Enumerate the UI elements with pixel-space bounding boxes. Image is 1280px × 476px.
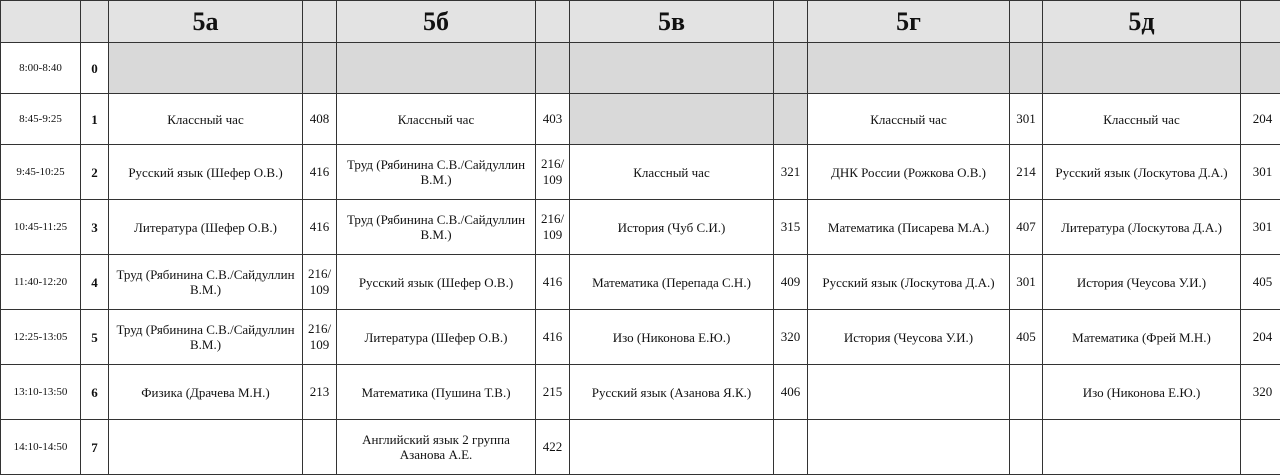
header-room-cell (1241, 1, 1280, 43)
lesson-time: 8:45-9:25 (1, 94, 81, 145)
lesson-room (774, 94, 808, 145)
lesson-room: 215 (536, 365, 570, 420)
lesson-subject: Математика (Пушина Т.В.) (337, 365, 536, 420)
schedule-row (1, 310, 1280, 365)
lesson-subject: Классный час (337, 94, 536, 145)
lesson-subject (109, 43, 303, 94)
lesson-subject (337, 43, 536, 94)
lesson-room: 214 (1010, 145, 1043, 200)
schedule-row (1, 365, 1280, 420)
schedule-row (1, 420, 1280, 475)
lesson-room: 409 (774, 255, 808, 310)
lesson-time: 11:40-12:20 (1, 255, 81, 310)
lesson-subject: История (Чеусова У.И.) (808, 310, 1010, 365)
class-header: 5а (109, 1, 303, 43)
lesson-room: 213 (303, 365, 337, 420)
lesson-time: 9:45-10:25 (1, 145, 81, 200)
lesson-room: 320 (1241, 365, 1280, 420)
lesson-subject: Классный час (1043, 94, 1241, 145)
header-room-cell (303, 1, 337, 43)
lesson-number: 2 (81, 145, 109, 200)
lesson-room: 416 (536, 310, 570, 365)
lesson-subject: Русский язык (Шефер О.В.) (109, 145, 303, 200)
lesson-subject: Труд (Рябинина С.В./Сайдуллин В.М.) (337, 145, 536, 200)
lesson-subject: Математика (Фрей М.Н.) (1043, 310, 1241, 365)
header-row (1, 1, 1280, 43)
lesson-room: 406 (774, 365, 808, 420)
schedule-row (1, 94, 1280, 145)
lesson-room: 321 (774, 145, 808, 200)
lesson-subject (808, 365, 1010, 420)
lesson-room: 416 (303, 145, 337, 200)
schedule-row (1, 145, 1280, 200)
lesson-room: 320 (774, 310, 808, 365)
lesson-room: 301 (1010, 255, 1043, 310)
lesson-subject (570, 94, 774, 145)
lesson-subject: Русский язык (Шефер О.В.) (337, 255, 536, 310)
class-header: 5в (570, 1, 774, 43)
class-header: 5г (808, 1, 1010, 43)
lesson-room: 315 (774, 200, 808, 255)
header-room-cell (774, 1, 808, 43)
lesson-subject: Труд (Рябинина С.В./Сайдуллин В.М.) (109, 310, 303, 365)
schedule-body (1, 43, 1280, 475)
lesson-room: 301 (1241, 200, 1280, 255)
lesson-subject: Русский язык (Лоскутова Д.А.) (808, 255, 1010, 310)
lesson-room: 416 (303, 200, 337, 255)
lesson-subject (570, 43, 774, 94)
lesson-room: 216/ 109 (536, 145, 570, 200)
lesson-subject: Литература (Шефер О.В.) (337, 310, 536, 365)
lesson-room: 422 (536, 420, 570, 475)
lesson-subject: Труд (Рябинина С.В./Сайдуллин В.М.) (337, 200, 536, 255)
lesson-room: 403 (536, 94, 570, 145)
lesson-subject: История (Чеусова У.И.) (1043, 255, 1241, 310)
lesson-subject: Русский язык (Лоскутова Д.А.) (1043, 145, 1241, 200)
lesson-room (774, 420, 808, 475)
lesson-subject: История (Чуб С.И.) (570, 200, 774, 255)
lesson-room: 408 (303, 94, 337, 145)
lesson-room (774, 43, 808, 94)
lesson-number: 3 (81, 200, 109, 255)
lesson-time: 14:10-14:50 (1, 420, 81, 475)
lesson-subject: Труд (Рябинина С.В./Сайдуллин В.М.) (109, 255, 303, 310)
lesson-time: 12:25-13:05 (1, 310, 81, 365)
lesson-subject: Классный час (570, 145, 774, 200)
lesson-subject (1043, 420, 1241, 475)
lesson-subject: Физика (Драчева М.Н.) (109, 365, 303, 420)
lesson-time: 13:10-13:50 (1, 365, 81, 420)
lesson-room (1241, 43, 1280, 94)
lesson-subject: Математика (Писарева М.А.) (808, 200, 1010, 255)
lesson-subject (808, 420, 1010, 475)
header-time-cell (1, 1, 81, 43)
class-header: 5д (1043, 1, 1241, 43)
lesson-subject (570, 420, 774, 475)
lesson-room (303, 43, 337, 94)
lesson-subject: Английский язык 2 группа Азанова А.Е. (337, 420, 536, 475)
lesson-subject: Классный час (109, 94, 303, 145)
lesson-room (536, 43, 570, 94)
lesson-room: 216/ 109 (303, 255, 337, 310)
lesson-subject: Классный час (808, 94, 1010, 145)
lesson-number: 6 (81, 365, 109, 420)
lesson-room: 301 (1010, 94, 1043, 145)
header-room-cell (1010, 1, 1043, 43)
lesson-room: 405 (1241, 255, 1280, 310)
lesson-room (1010, 420, 1043, 475)
schedule-row (1, 43, 1280, 94)
lesson-subject: Русский язык (Азанова Я.К.) (570, 365, 774, 420)
lesson-number: 1 (81, 94, 109, 145)
schedule-row (1, 255, 1280, 310)
lesson-subject (808, 43, 1010, 94)
lesson-room (303, 420, 337, 475)
lesson-room: 216/ 109 (303, 310, 337, 365)
lesson-time: 10:45-11:25 (1, 200, 81, 255)
lesson-room (1241, 420, 1280, 475)
lesson-subject (1043, 43, 1241, 94)
lesson-subject: Изо (Никонова Е.Ю.) (570, 310, 774, 365)
lesson-room: 407 (1010, 200, 1043, 255)
schedule-row (1, 200, 1280, 255)
lesson-subject: Математика (Перепада С.Н.) (570, 255, 774, 310)
lesson-subject: Изо (Никонова Е.Ю.) (1043, 365, 1241, 420)
lesson-room: 301 (1241, 145, 1280, 200)
lesson-number: 0 (81, 43, 109, 94)
lesson-room: 216/ 109 (536, 200, 570, 255)
lesson-room: 204 (1241, 310, 1280, 365)
lesson-time: 8:00-8:40 (1, 43, 81, 94)
lesson-subject (109, 420, 303, 475)
lesson-subject: ДНК России (Рожкова О.В.) (808, 145, 1010, 200)
lesson-room (1010, 365, 1043, 420)
lesson-subject: Литература (Лоскутова Д.А.) (1043, 200, 1241, 255)
lesson-room: 405 (1010, 310, 1043, 365)
header-room-cell (536, 1, 570, 43)
class-header: 5б (337, 1, 536, 43)
header-num-cell (81, 1, 109, 43)
lesson-room: 204 (1241, 94, 1280, 145)
lesson-room (1010, 43, 1043, 94)
lesson-room: 416 (536, 255, 570, 310)
lesson-number: 4 (81, 255, 109, 310)
lesson-number: 5 (81, 310, 109, 365)
lesson-number: 7 (81, 420, 109, 475)
lesson-subject: Литература (Шефер О.В.) (109, 200, 303, 255)
